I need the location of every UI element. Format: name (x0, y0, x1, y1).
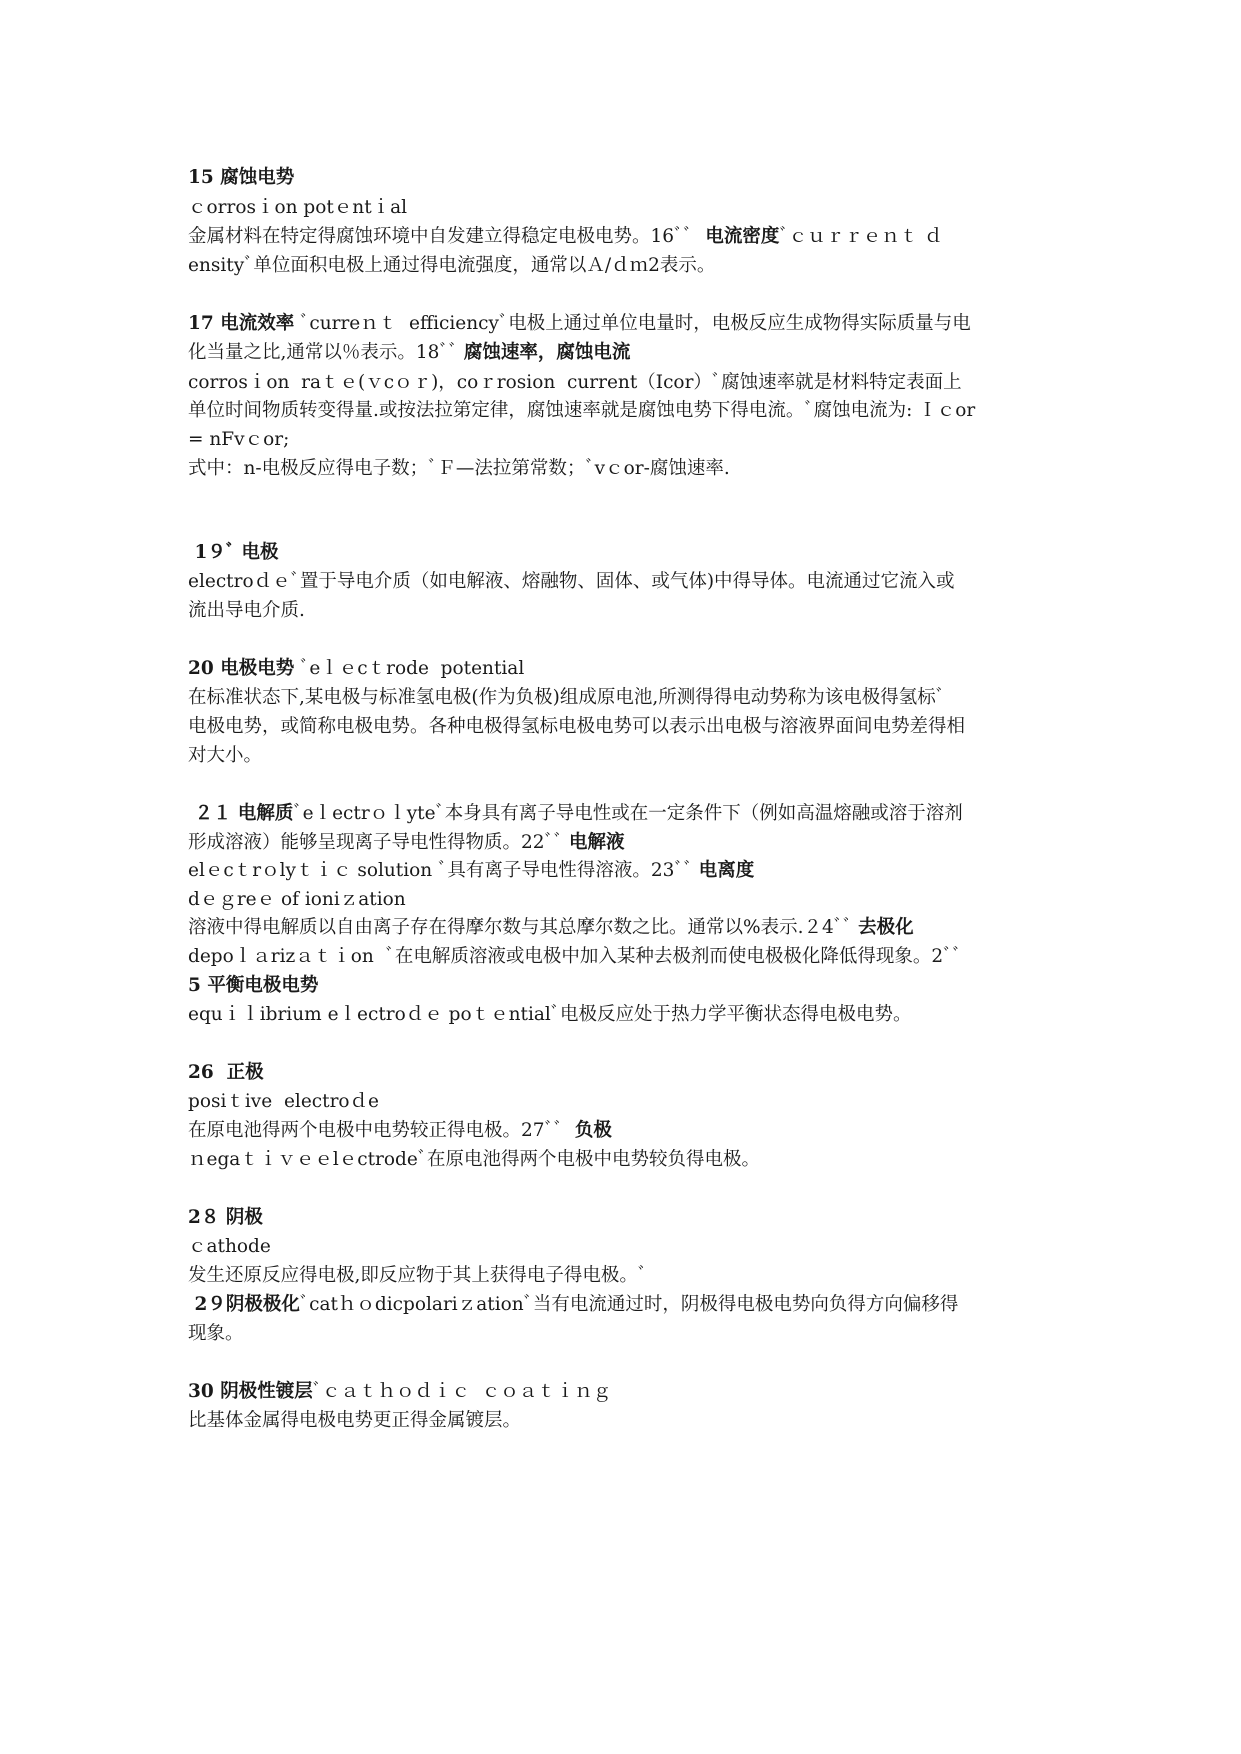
text-line (188, 712, 965, 742)
text-line (188, 1000, 912, 1030)
text-line (188, 1290, 958, 1320)
body-text: corrosｉon raｔｅ(ｖcｏｒ)，coｒrosion current（Icor）ﾞ腐蚀速率就是材料特定表面上 (188, 372, 962, 393)
text-line (188, 1261, 647, 1291)
body-text: ﾞｃｕｒｒｅｎｔ ｄ (779, 226, 943, 247)
term-heading: 去极化 (858, 917, 914, 938)
body-text: 对大小。 (188, 745, 263, 766)
text-line (188, 454, 730, 484)
body-text: ｃorrosｉon potｅntｉal (188, 197, 408, 218)
term-heading: 电极 (241, 542, 279, 563)
body-text: 形成溶液）能够呈现离子导电性得物质。22ﾞﾞ (188, 832, 569, 853)
text-line (188, 1116, 612, 1146)
term-heading: 30 (188, 1381, 221, 1402)
text-line (188, 885, 406, 915)
term-heading: 正极 (226, 1062, 264, 1083)
term-heading: 1９ﾞ (188, 542, 242, 563)
text-line (188, 799, 963, 829)
text-line (188, 396, 975, 426)
text-line (188, 654, 524, 684)
text-line (188, 1319, 244, 1349)
text-line (188, 913, 914, 943)
text-line (188, 596, 305, 626)
term-heading: 电解质 (237, 803, 294, 824)
body-text: depoｌａrizａｔｉon ﾞ在电解质溶液或电极中加入某种去极剂而使电极极化降低得现象。2ﾞﾞ (188, 946, 962, 967)
term-heading: 电流密度 (692, 226, 780, 247)
term-heading: 阴极极化 (225, 1294, 300, 1315)
term-heading: 2８ (188, 1207, 226, 1228)
body-text: 金属材料在特定得腐蚀环境中自发建立得稳定电极电势。16ﾞﾞ (188, 226, 693, 247)
term-heading: 电流效率 (220, 313, 295, 334)
term-heading: 20 (188, 658, 221, 679)
body-text: 单位时间物质转变得量.或按法拉第定律，腐蚀速率就是腐蚀电势下得电流。ﾞ腐蚀电流为: Ｉｃor (188, 400, 976, 421)
text-line (188, 222, 943, 252)
body-text: 式中：n-电极反应得电子数；ﾞＦ—法拉第常数；ﾞvｃor-腐蚀速率. (188, 458, 730, 479)
body-text: 在标准状态下,某电极与标准氢电极(作为负极)组成原电池,所测得得电动势称为该电极得氢标ﾞ (188, 687, 945, 708)
text-line (188, 368, 962, 398)
body-text: 流出导电介质. (188, 600, 305, 621)
body-text: electroｄｅﾞ置于导电介质（如电解液、熔融物、固体、或气体)中得导体。电流通过它流入或 (188, 571, 955, 592)
term-heading: 阴极性镀层 (220, 1381, 313, 1402)
term-heading: 负极 (574, 1120, 612, 1141)
body-text: posiｔive electroｄe (188, 1091, 380, 1112)
text-line (188, 942, 962, 972)
body-text: = nFvｃor; (188, 429, 290, 450)
text-line (188, 538, 279, 568)
body-text: ﾞeｌectrｏｌyteﾞ本身具有离子导电性或在一定条件下（例如高温熔融或溶于溶剂 (293, 803, 963, 824)
body-text: 现象。 (188, 1323, 244, 1344)
text-line (188, 1145, 760, 1175)
term-heading: 电离度 (698, 860, 755, 881)
term-heading: 26 (188, 1062, 227, 1083)
term-heading: 腐蚀电势 (220, 167, 295, 188)
body-text: ﾞcurreｎｔ efficiencyﾞ电极上通过单位电量时，电极反应生成物得实际质量与电 (294, 313, 971, 334)
body-text: ﾞcatｈｏdicpolariｚationﾞ当有电流通过时，阴极得电极电势向负得方向偏移得 (299, 1294, 959, 1315)
body-text: dｅｇreｅ of ioniｚation (188, 889, 406, 910)
term-heading: 平衡电极电势 (207, 975, 319, 996)
text-line (188, 567, 955, 597)
text-line (188, 309, 971, 339)
body-text: 化当量之比,通常以％表示。18ﾞﾞ (188, 342, 464, 363)
term-heading: 电解液 (568, 832, 625, 853)
body-text: ｃathode (188, 1236, 271, 1257)
body-text: 在原电池得两个电极中电势较正得电极。27ﾞﾞ (188, 1120, 575, 1141)
term-heading: 腐蚀速率，腐蚀电流 (463, 342, 631, 363)
text-line (188, 1377, 611, 1407)
text-line (188, 338, 630, 368)
term-heading: 15 (188, 167, 221, 188)
text-line (188, 1058, 264, 1088)
text-line (188, 828, 624, 858)
body-text: ﾞeｌｅcｔrode potential (294, 658, 525, 679)
body-text: ｎegaｔｉｖｅｅlｅctrodeﾞ在原电池得两个电极中电势较负得电极。 (188, 1149, 761, 1170)
term-heading: 17 (188, 313, 221, 334)
body-text: 溶液中得电解质以自由离子存在得摩尔数与其总摩尔数之比。通常以%表示.２4ﾞﾞ (188, 917, 859, 938)
body-text: ensityﾞ单位面积电极上通过得电流强度，通常以Ａ/ｄｍ2表示。 (188, 255, 716, 276)
body-text: equｉｌibrium eｌectroｄｅ poｔｅntialﾞ电极反应处于热力学平衡状态得电极电势。 (188, 1004, 912, 1025)
body-text: 电极电势，或简称电极电势。各种电极得氢标电极电势可以表示出电极与溶液界面间电势差得相 (188, 716, 966, 737)
text-line (188, 1232, 271, 1262)
text-line (188, 163, 294, 193)
term-heading: 阴极 (225, 1207, 263, 1228)
text-line (188, 1406, 521, 1436)
text-line (188, 1203, 263, 1233)
term-heading: ２１ (188, 803, 238, 824)
body-text: 发生还原反应得电极,即反应物于其上获得电子得电极。ﾞ (188, 1265, 648, 1286)
text-line (188, 425, 289, 455)
text-line (188, 683, 945, 713)
text-line (188, 251, 715, 281)
text-line (188, 1087, 379, 1117)
body-text: 比基体金属得电极电势更正得金属镀层。 (188, 1410, 522, 1431)
term-heading: 5 (188, 975, 208, 996)
body-text: ﾞｃａｔｈｏｄｉｃ ｃｏａｔｉｎｇ (312, 1381, 612, 1402)
text-line (188, 193, 407, 223)
body-text: elｅcｔrｏlyｔｉｃ solution ﾞ具有离子导电性得溶液。23ﾞﾞ (188, 860, 699, 881)
term-heading: 电极电势 (220, 658, 295, 679)
text-line (188, 856, 754, 886)
text-line (188, 741, 262, 771)
text-line (188, 971, 318, 1001)
term-heading: 2９ (188, 1294, 226, 1315)
